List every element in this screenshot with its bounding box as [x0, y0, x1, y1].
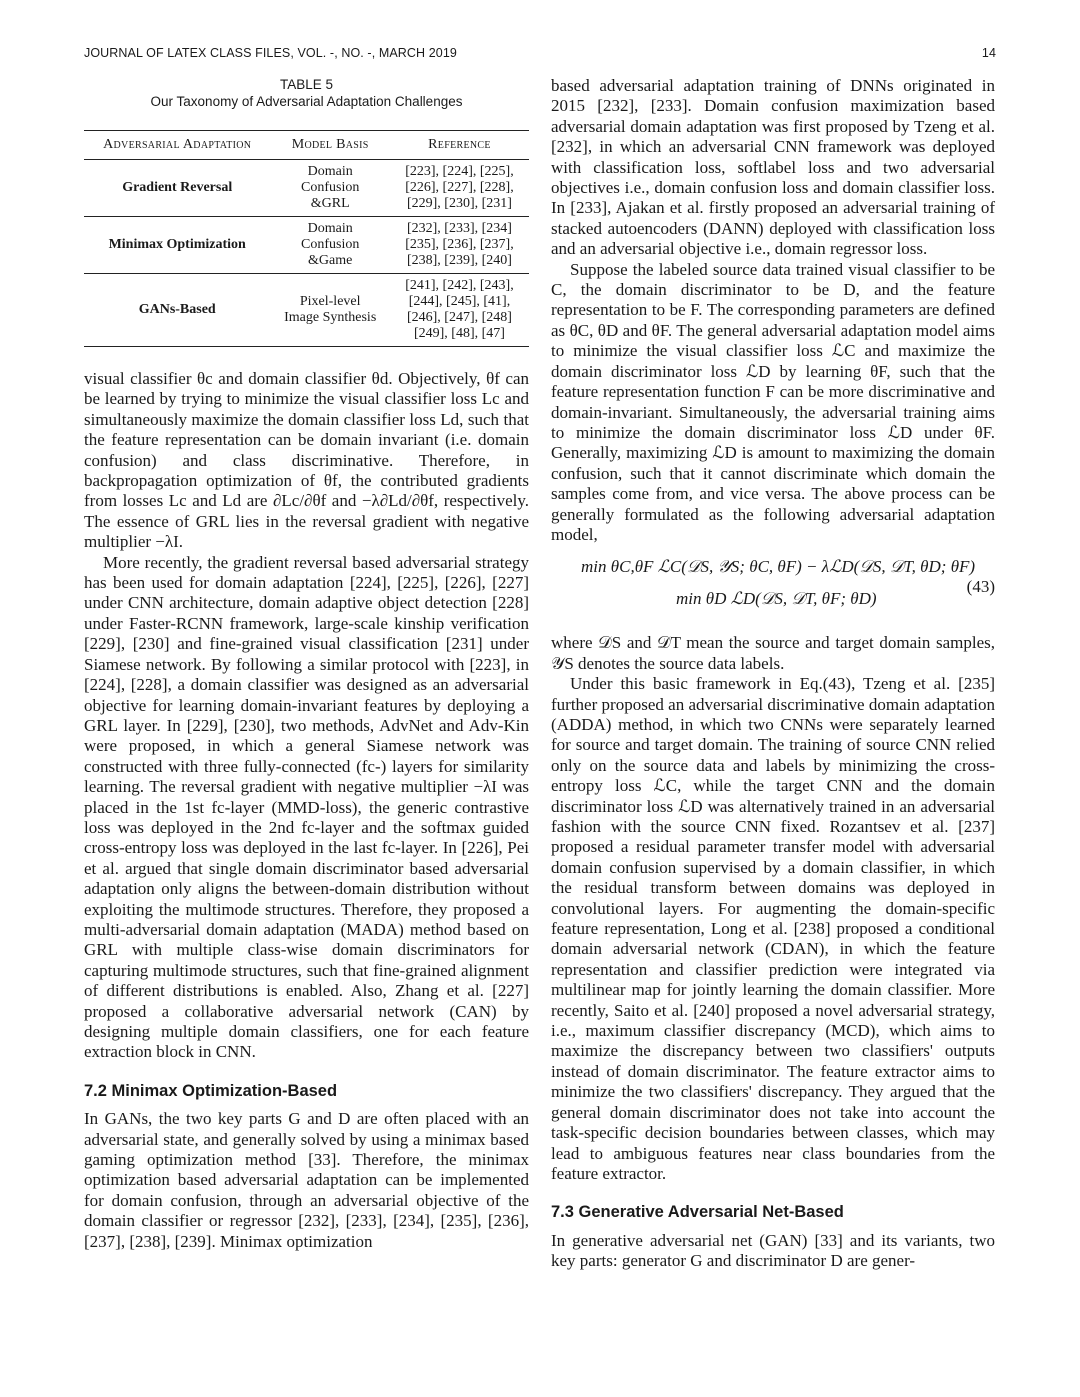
table-caption-label: TABLE 5 [279, 77, 334, 92]
reference-cell [390, 274, 529, 347]
table-header-cell: Adversarial Adaptation [84, 131, 270, 160]
basis-line: Confusion [301, 180, 360, 195]
reference-cell [390, 160, 529, 217]
section-heading: 7.3 Generative Adversarial Net-Based [551, 1203, 844, 1222]
basis-line: Domain [307, 164, 353, 179]
table-row [84, 160, 529, 217]
table-row [84, 217, 529, 274]
body-paragraph: based adversarial adaptation training of DNNs originated in 2015 [232], [233]. Domain confusion maximization based adversarial domain adaptation was first proposed by Tzeng et al. [232], in which an adversarial CNN framework was deployed with classification loss, softlabel loss and two adversarial objectives i.e., domain confusion loss and domain classifier loss. In [233], Ajakan et al. firstly proposed an adversarial training of stacked autoencoders (DANN) deployed with classification loss and an adversarial objective i.e., domain regressor loss. [551, 76, 995, 259]
left-column [84, 76, 529, 1252]
body-paragraph: In GANs, the two key parts G and D are often placed with an adversarial state, and generally solved by using a minimax based gaming optimization method [33]. Therefore, the minimax optimization based adversarial adaptation can be implemented for domain confusion, through an adversarial objective of the domain classifier or regressor [232], [233], [234], [235], [236], [237], [238], [239]. Minimax optimization [84, 1109, 529, 1251]
table-header-row [84, 131, 529, 160]
basis-line: Pixel-level [299, 294, 361, 309]
equation-line: min θC,θF ℒC(𝒟S, 𝒴S; θC, θF) − λℒD(𝒟S, 𝒟T, θD; θF) [581, 557, 976, 577]
taxonomy-table [84, 130, 529, 347]
table-caption-title: Our Taxonomy of Adversarial Adaptation Challenges [150, 94, 463, 109]
challenge-cell: GANs-Based [84, 274, 270, 347]
reference-line[interactable]: [241], [242], [243], [405, 278, 514, 293]
equation-line: min θD ℒD(𝒟S, 𝒟T, θF; θD) [676, 589, 877, 609]
table-row [84, 274, 529, 347]
basis-line: &Game [308, 253, 353, 268]
basis-line: Image Synthesis [284, 310, 377, 325]
body-paragraph: Under this basic framework in Eq.(43), Tzeng et al. [235] further proposed an adversarial discriminative domain adaptation (ADDA) method, in which two CNNs were separately learned for source and target domain. The training of source CNN relied only on the source data and labels by minimizing the cross-entropy loss ℒC, while the target CNN and the domain discriminator loss ℒD was alternatively trained in an adversarial fashion with the source CNN fixed. Rozantsev et al. [237] proposed a residual parameter transfer model with adversarial domain confusion supervised by a domain classifier, in which the residual transform between domains was deployed in convolutional layers. For augmenting the domain-specific feature representation, Long et al. [238] proposed a conditional domain adversarial network (CDAN), in which the feature representation and classifier prediction were integrated via multilinear map for jointly learning the domain classifier. More recently, Saito et al. [240] proposed a novel adversarial strategy, i.e., maximum classifier discrepancy (MCD), which aims to maximize the discrepancy between two classifiers' outputs instead of domain discriminator. The feature extractor aims to minimize the two classifiers' discrepancy. They argued that the general domain discriminator does not take into account the task-specific decision boundaries between classes, which may lead to ambiguous features near class boundaries from the feature extractor. [551, 674, 995, 1183]
equation-43 [551, 555, 995, 623]
running-header: JOURNAL OF LATEX CLASS FILES, VOL. -, NO. -, MARCH 2019 [84, 46, 457, 60]
reference-line[interactable]: [223], [224], [225], [405, 164, 514, 179]
challenge-cell: Minimax Optimization [84, 217, 270, 274]
basis-line: Confusion [301, 237, 360, 252]
equation-number: (43) [966, 577, 995, 597]
challenge-cell: Gradient Reversal [84, 160, 270, 217]
body-paragraph: More recently, the gradient reversal based adversarial strategy has been used for domain adaptation [224], [225], [226], [227] under CNN architecture, domain adaptive object detection [228] under Faster-RCNN framework, large-scale kinship verification [229], [230] and fine-grained visual classification [231] under Siamese network. By following a similar protocol with [223], in [224], [228], a domain classifier was designed as an adversarial objective for learning domain-invariant features by deploying a GRL layer. In [229], [230], two methods, AdvNet and Adv-Kin were proposed, in which a general Siamese network was constructed with three fully-connected (fc-) layers for similarity learning. The reversal gradient with negative multiplier −λI was placed in the 1st fc-layer (MMD-loss), the generic contrastive loss was deployed in the 2nd fc-layer and the softmax guided cross-entropy loss was deployed in the last fc-layer. In [226], Pei et al. argued that single domain discriminator based adversarial adaptation only aligns the between-domain distribution without exploiting the multimode structures. Therefore, they proposed a multi-adversarial domain adaptation (MADA) method based on GRL with multiple class-wise domain discriminators for capturing multimode structures, such that fine-grained alignment of different distributions is enabled. Also, Zhang et al. [227] proposed a collaborative adversarial network (CAN) by designing multiple domain classifiers, one for each feature extraction block in CNN. [84, 552, 529, 1062]
reference-line[interactable]: [229], [230], [231] [406, 196, 512, 211]
page-number: 14 [981, 46, 996, 60]
reference-line[interactable]: [232], [233], [234] [406, 221, 512, 236]
reference-line[interactable]: [246], [247], [248] [406, 310, 512, 325]
reference-line[interactable]: [244], [245], [41], [408, 294, 511, 309]
body-paragraph: Suppose the labeled source data trained visual classifier to be C, the domain discriminator to be D, and the feature representation to be F. The corresponding parameters are defined as θC, θD and θF. The general adversarial adaptation model aims to minimize the visual classifier loss ℒC and maximize the domain discriminator loss ℒD by learning θF, such that the feature representation function F can be more discriminative and domain-invariant. Simultaneously, the adversarial training aims to minimize the domain discriminator loss ℒD under θF. Generally, maximizing ℒD is amount to maximizing the domain confusion, such that it cannot discriminate which domain the samples come from, and vice versa. The above process can be generally formulated as the following adversarial adaptation model, [551, 259, 995, 544]
body-paragraph: visual classifier θc and domain classifier θd. Objectively, θf can be learned by trying to minimize the visual classifier loss Lc and simultaneously maximize the domain classifier loss Ld, such that the feature representation can be domain invariant (i.e. domain confusion) and class discriminative. Therefore, in backpropagation optimization of θf, the contributed gradients from losses Lc and Ld are ∂Lc/∂θf and −λ∂Ld/∂θf, respectively. The essence of GRL lies in the reversal gradient with negative multiplier −λI. [84, 369, 529, 552]
table-header-cell: Model Basis [270, 131, 390, 160]
basis-line: Domain [307, 221, 353, 236]
reference-line[interactable]: [249], [48], [47] [413, 326, 505, 341]
right-column [551, 76, 995, 1272]
section-heading: 7.2 Minimax Optimization-Based [84, 1081, 338, 1100]
reference-line[interactable]: [235], [236], [237], [405, 237, 514, 252]
basis-cell [270, 274, 390, 347]
reference-line[interactable]: [226], [227], [228], [405, 180, 514, 195]
table-header-cell: Reference [390, 131, 529, 160]
basis-cell [270, 160, 390, 217]
body-paragraph: In generative adversarial net (GAN) [33] and its variants, two key parts: generator G and discriminator D are gener- [551, 1230, 995, 1271]
reference-line[interactable]: [238], [239], [240] [406, 253, 512, 268]
reference-cell [390, 217, 529, 274]
basis-cell [270, 217, 390, 274]
body-paragraph: where 𝒟S and 𝒟T mean the source and target domain samples, 𝒴S denotes the source data labels. [551, 633, 995, 673]
basis-line: &GRL [310, 196, 350, 211]
